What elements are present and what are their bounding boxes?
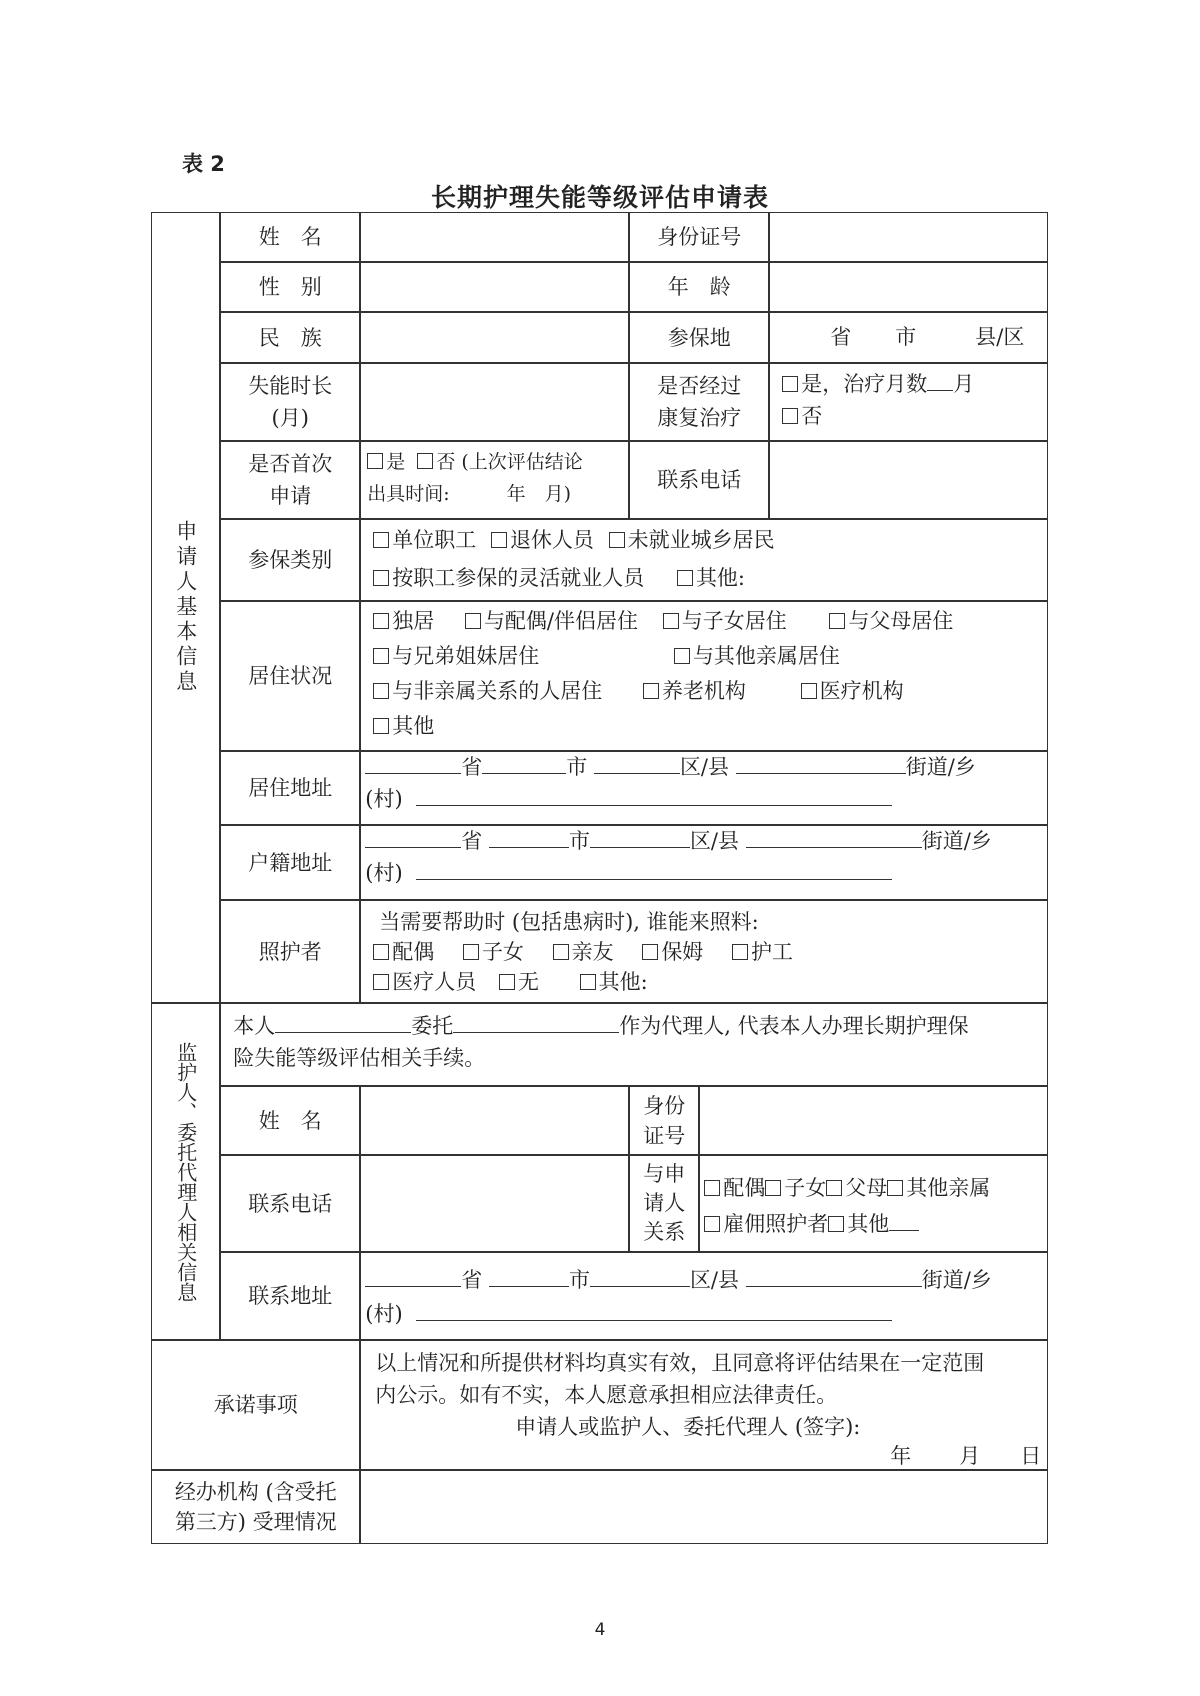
label-line: 关系 <box>643 1220 686 1245</box>
insured-place-label: 参保地 <box>629 312 769 363</box>
label-line: 失能时长 <box>248 374 333 399</box>
checkbox-icon[interactable] <box>677 570 693 586</box>
entrust-text: 委托 <box>411 1014 454 1039</box>
entrust-text: 本人 <box>233 1014 276 1039</box>
checkbox-icon[interactable] <box>367 453 383 469</box>
household-address-field[interactable] <box>360 825 1048 900</box>
caregiver-option-spouse[interactable] <box>373 937 434 967</box>
option-label: 父母 <box>845 1176 888 1201</box>
guardian-id-field[interactable] <box>699 1086 1048 1155</box>
checkbox-icon[interactable] <box>826 1180 842 1196</box>
village-blank[interactable] <box>416 859 892 880</box>
province-blank[interactable] <box>365 1266 461 1287</box>
province-blank[interactable] <box>365 753 461 774</box>
option-label: 否 <box>801 404 823 429</box>
option-label: 单位职工 <box>392 528 477 553</box>
label-line: 与申 <box>643 1162 686 1187</box>
disability-duration-field[interactable] <box>360 363 629 441</box>
caregiver-label: 照护者 <box>220 900 360 1003</box>
insurance-option-flexible[interactable] <box>373 562 644 594</box>
page-number: 4 <box>594 1620 606 1640</box>
id-number-field[interactable] <box>769 212 1048 262</box>
first-application-options <box>360 441 629 519</box>
other-relation-blank[interactable] <box>889 1210 919 1231</box>
agency-label <box>151 1470 360 1544</box>
living-option-spouse[interactable] <box>465 604 638 639</box>
caregiver-options <box>360 900 1048 1003</box>
id-number-label: 身份证号 <box>629 212 769 262</box>
relation-option-hired-caregiver[interactable] <box>704 1212 828 1236</box>
option-label: 是，治疗月数 <box>801 372 928 397</box>
applicant-section-label: 申请人基本信息 <box>151 212 220 1003</box>
living-option-parents[interactable] <box>829 604 953 639</box>
pledge-text: 内公示。如有不实，本人愿意承担相应法律责任。 <box>375 1383 838 1408</box>
checkbox-icon[interactable] <box>373 648 389 664</box>
first-yes-option[interactable] <box>367 451 405 473</box>
insurance-option-employee[interactable] <box>373 524 476 556</box>
checkbox-icon[interactable] <box>674 648 690 664</box>
option-label: 医疗人员 <box>392 970 477 995</box>
option-label: 其他 <box>847 1212 890 1237</box>
checkbox-icon[interactable] <box>704 1180 720 1196</box>
agency-acceptance-field[interactable] <box>360 1470 1048 1544</box>
caregiver-option-nanny[interactable] <box>642 937 703 967</box>
guardian-section-label: 监护人、委托代理人相关信息 <box>151 1003 220 1340</box>
checkbox-icon[interactable] <box>463 944 479 960</box>
label-line: 是否首次 <box>248 452 333 477</box>
residence-address-field[interactable] <box>360 751 1048 825</box>
form-title: 长期护理失能等级评估申请表 <box>430 183 769 212</box>
entrust-text: 作为代理人, 代表本人办理长期护理保 <box>619 1014 969 1039</box>
living-option-nursing-home[interactable] <box>643 674 746 709</box>
checkbox-icon[interactable] <box>782 376 798 392</box>
label-line: 是否经过 <box>657 374 742 399</box>
guardian-id-label <box>629 1086 699 1155</box>
option-label: 其他: <box>598 970 648 995</box>
insurance-option-unemployed-resident[interactable] <box>609 524 775 556</box>
county-blank[interactable] <box>594 753 680 774</box>
relation-options <box>699 1155 1048 1252</box>
relation-label <box>629 1155 699 1252</box>
guardian-name-field[interactable] <box>360 1086 629 1155</box>
living-option-children[interactable] <box>663 604 787 639</box>
street-suffix: 街道/乡 <box>921 829 992 854</box>
entrust-text: 险失能等级评估相关手续。 <box>233 1046 486 1071</box>
street-suffix: 街道/乡 <box>921 1268 992 1293</box>
principal-name-blank[interactable] <box>275 1012 411 1033</box>
city-suffix: 市 <box>566 755 588 780</box>
caregiver-option-medical-staff[interactable] <box>373 967 476 997</box>
label-line: (月) <box>271 406 309 431</box>
living-option-medical-institution[interactable] <box>801 674 904 709</box>
street-blank[interactable] <box>746 1266 922 1287</box>
option-label: 其他: <box>695 566 746 591</box>
option-label: 独居 <box>392 609 435 634</box>
caregiver-question: 当需要帮助时 (包括患病时), 谁能来照料: <box>379 910 759 935</box>
county-suffix: 区/县 <box>679 755 730 780</box>
option-label: 与兄弟姐妹居住 <box>392 644 540 669</box>
option-label: 其他亲属 <box>906 1176 991 1201</box>
relation-option-spouse[interactable] <box>704 1176 765 1200</box>
option-label: 子女 <box>481 940 524 965</box>
label-line: 康复治疗 <box>657 406 742 431</box>
city-suffix: 市 <box>568 1268 590 1293</box>
city-blank[interactable] <box>482 753 566 774</box>
first-no-option[interactable] <box>417 451 582 473</box>
signature-label: 申请人或监护人、委托代理人 (签字): <box>515 1415 861 1440</box>
pledge-content <box>360 1340 1048 1470</box>
checkbox-icon[interactable] <box>373 613 389 629</box>
checkbox-icon[interactable] <box>642 944 658 960</box>
checkbox-icon[interactable] <box>732 944 748 960</box>
signature-date[interactable] <box>375 1443 1041 1469</box>
living-status-label: 居住状况 <box>220 601 360 751</box>
option-label: 与配偶/伴侣居住 <box>483 609 639 634</box>
living-option-non-relatives[interactable] <box>373 674 602 709</box>
option-label: 子女 <box>784 1176 827 1201</box>
checkbox-icon[interactable] <box>782 408 798 424</box>
rehab-yes-option[interactable] <box>782 368 1035 400</box>
checkbox-icon[interactable] <box>373 532 389 548</box>
phone-field[interactable] <box>769 441 1048 519</box>
rehab-label <box>629 363 769 441</box>
insured-place-field[interactable] <box>769 312 1048 363</box>
gender-label: 性 别 <box>220 262 360 312</box>
label-line: 经办机构 (含受托 <box>174 1480 337 1505</box>
option-label: 医疗机构 <box>819 679 904 704</box>
option-label: 配偶 <box>723 1176 766 1201</box>
living-option-siblings[interactable] <box>373 639 539 674</box>
guardian-name-label: 姓 名 <box>220 1086 360 1155</box>
option-label: 与子女居住 <box>681 609 787 634</box>
first-application-label <box>220 441 360 519</box>
checkbox-icon[interactable] <box>580 974 596 990</box>
village-label: (村) <box>365 787 403 812</box>
option-label: 退休人员 <box>509 528 594 553</box>
table-number: 表 2 <box>182 152 225 176</box>
caregiver-option-children[interactable] <box>463 937 524 967</box>
household-address-label: 户籍地址 <box>220 825 360 900</box>
disability-duration-label <box>220 363 360 441</box>
checkbox-icon[interactable] <box>704 1216 720 1232</box>
option-label: 未就业城乡居民 <box>627 528 775 553</box>
city-blank[interactable] <box>489 1266 569 1287</box>
province-suffix: 省 <box>461 1268 483 1293</box>
option-label: 与父母居住 <box>848 609 954 634</box>
months-blank[interactable] <box>927 370 953 391</box>
ethnicity-label: 民 族 <box>220 312 360 363</box>
entrustment-statement <box>220 1003 1048 1086</box>
province-blank[interactable] <box>365 827 461 848</box>
option-label: 与非亲属关系的人居住 <box>392 679 603 704</box>
living-option-other[interactable] <box>373 709 434 744</box>
pledge-text: 以上情况和所提供材料均真实有效，且同意将评估结果在一定范围 <box>375 1351 985 1376</box>
street-blank[interactable] <box>746 827 922 848</box>
checkbox-icon[interactable] <box>553 944 569 960</box>
city-suffix: 市 <box>568 829 590 854</box>
caregiver-option-other[interactable] <box>580 967 648 997</box>
relation-option-children[interactable] <box>765 1176 826 1200</box>
caregiver-option-none[interactable] <box>499 967 539 997</box>
guardian-address-field[interactable] <box>360 1252 1048 1340</box>
caregiver-option-friends[interactable] <box>553 937 614 967</box>
label-line: 第三方) 受理情况 <box>174 1510 337 1535</box>
option-label: 与其他亲属居住 <box>692 644 840 669</box>
insurance-type-label: 参保类别 <box>220 519 360 601</box>
province-suffix: 省 <box>461 829 483 854</box>
guardian-phone-field[interactable] <box>360 1155 629 1252</box>
checkbox-icon[interactable] <box>609 532 625 548</box>
last-assessment-date[interactable]: 出具时间: 年 月) <box>367 483 572 506</box>
checkbox-icon[interactable] <box>828 1216 844 1232</box>
street-suffix: 街道/乡 <box>905 755 976 780</box>
insurance-option-other[interactable] <box>677 562 745 594</box>
village-blank[interactable] <box>416 785 892 806</box>
village-label: (村) <box>365 1302 403 1327</box>
checkbox-icon[interactable] <box>465 613 481 629</box>
option-label: 护工 <box>751 940 793 965</box>
relation-option-other-relatives[interactable] <box>887 1176 990 1200</box>
checkbox-icon[interactable] <box>887 1180 903 1196</box>
county-suffix: 区/县 <box>689 1268 740 1293</box>
living-option-alone[interactable] <box>373 604 434 639</box>
insurance-type-options <box>360 519 1048 601</box>
day-label: 日 <box>1020 1444 1042 1469</box>
year-label: 年 <box>890 1444 912 1469</box>
checkbox-icon[interactable] <box>373 718 389 734</box>
province-suffix: 省 <box>830 325 852 350</box>
county-blank[interactable] <box>590 1266 690 1287</box>
option-label: 亲友 <box>571 940 614 965</box>
checkbox-icon[interactable] <box>765 1180 781 1196</box>
option-label: 否 (上次评估结论 <box>436 451 583 474</box>
checkbox-icon[interactable] <box>373 570 389 586</box>
option-label: 配偶 <box>392 940 435 965</box>
label-line: 请人 <box>643 1191 686 1216</box>
checkbox-icon[interactable] <box>373 683 389 699</box>
name-label: 姓 名 <box>220 212 360 262</box>
option-label: 按职工参保的灵活就业人员 <box>392 566 645 591</box>
city-suffix: 市 <box>895 325 917 350</box>
month-label: 月 <box>959 1444 981 1469</box>
insurance-option-retiree[interactable] <box>491 524 594 556</box>
agent-name-blank[interactable] <box>453 1012 619 1033</box>
age-label: 年 龄 <box>629 262 769 312</box>
city-blank[interactable] <box>489 827 569 848</box>
label-line: 证号 <box>643 1123 686 1148</box>
residence-address-label: 居住地址 <box>220 751 360 825</box>
option-label: 保姆 <box>661 940 704 965</box>
rehab-options <box>769 363 1048 441</box>
relation-option-parents[interactable] <box>826 1176 887 1200</box>
checkbox-icon[interactable] <box>417 453 433 469</box>
checkbox-icon[interactable] <box>663 613 679 629</box>
guardian-address-label: 联系地址 <box>220 1252 360 1340</box>
checkbox-icon[interactable] <box>829 613 845 629</box>
option-label: 是 <box>386 451 406 474</box>
signature-line[interactable] <box>375 1411 1041 1443</box>
option-label: 无 <box>517 970 539 995</box>
checkbox-icon[interactable] <box>801 683 817 699</box>
checkbox-icon[interactable] <box>373 944 389 960</box>
label-line: 申请 <box>269 484 312 509</box>
street-blank[interactable] <box>736 753 906 774</box>
county-suffix: 县/区 <box>975 325 1025 350</box>
pledge-label: 承诺事项 <box>151 1340 360 1470</box>
gender-field[interactable] <box>360 262 629 312</box>
checkbox-icon[interactable] <box>491 532 507 548</box>
county-suffix: 区/县 <box>689 829 740 854</box>
county-blank[interactable] <box>590 827 690 848</box>
option-label: 雇佣照护者 <box>723 1212 829 1237</box>
name-field[interactable] <box>360 212 629 262</box>
living-status-options <box>360 601 1048 751</box>
checkbox-icon[interactable] <box>643 683 659 699</box>
age-field[interactable] <box>769 262 1048 312</box>
ethnicity-field[interactable] <box>360 312 629 363</box>
rehab-no-option[interactable] <box>782 400 1035 432</box>
label-line: 身份 <box>643 1093 686 1118</box>
province-suffix: 省 <box>461 755 483 780</box>
checkbox-icon[interactable] <box>373 974 389 990</box>
caregiver-option-nurse-aide[interactable] <box>732 937 793 967</box>
option-label: 养老机构 <box>661 679 746 704</box>
checkbox-icon[interactable] <box>499 974 515 990</box>
village-label: (村) <box>365 861 403 886</box>
month-suffix: 月 <box>953 372 975 397</box>
living-option-other-relatives[interactable] <box>674 639 840 674</box>
option-label: 其他 <box>392 714 435 739</box>
guardian-phone-label: 联系电话 <box>220 1155 360 1252</box>
village-blank[interactable] <box>416 1300 892 1321</box>
phone-label: 联系电话 <box>629 441 769 519</box>
relation-option-other[interactable] <box>828 1212 919 1236</box>
